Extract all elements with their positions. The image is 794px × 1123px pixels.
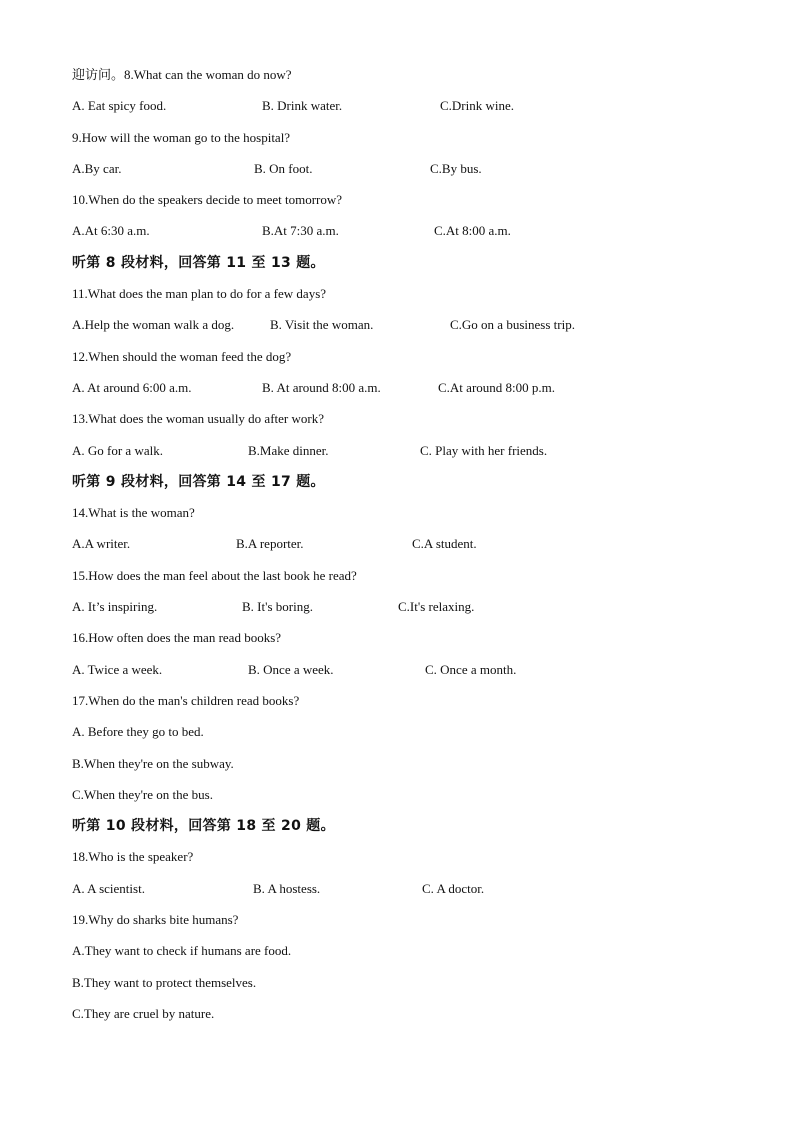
option-b: B. Visit the woman. [270,317,374,333]
question-text: 14.What is the woman? [72,505,195,521]
option-c: C.Drink wine. [440,98,515,114]
question-line [72,189,752,220]
heading-text: 听第 8 段材料，回答第 11 至 13 题。 [72,254,325,271]
options-line [72,95,752,126]
question-line [72,690,752,721]
question-line [72,64,752,95]
option-text: A.They want to check if humans are food. [72,943,292,959]
heading-text: 听第 9 段材料，回答第 14 至 17 题。 [72,473,325,490]
options-line [72,878,752,909]
options-line [72,377,752,408]
option-b: B. Once a week. [248,661,334,677]
option-text: B.They want to protect themselves. [72,974,257,990]
question-text: 13.What does the woman usually do after work? [72,411,324,427]
option-c: C.Go on a business trip. [450,317,575,333]
option-a: A. Twice a week. [72,661,163,677]
option-line [72,940,752,971]
option-b: B. Drink water. [262,98,343,114]
options-line [72,596,752,627]
option-c: C.It's relaxing. [398,599,475,615]
question-line [72,565,752,596]
option-line [72,721,752,752]
option-line [72,784,752,815]
question-text: 16.How often does the man read books? [72,630,282,646]
option-c: C.A student. [412,536,477,552]
option-a: A.By car. [72,160,122,176]
section-heading [72,252,752,283]
option-line [72,1003,752,1034]
question-text: 18.Who is the speaker? [72,849,194,865]
question-line [72,846,752,877]
option-b: B. At around 8:00 a.m. [262,379,381,395]
option-text: B.When they're on the subway. [72,755,234,771]
option-text: A. Before they go to bed. [72,724,204,740]
option-a: A. Go for a walk. [72,442,163,458]
option-c: C.At 8:00 a.m. [434,223,511,239]
option-a: A.At 6:30 a.m. [72,223,150,239]
options-line [72,220,752,251]
question-line [72,283,752,314]
question-line [72,127,752,158]
option-a: A.A writer. [72,536,131,552]
section-heading [72,815,752,846]
question-line [72,909,752,940]
option-a: A. At around 6:00 a.m. [72,379,192,395]
question-text: 19.Why do sharks bite humans? [72,912,239,928]
option-text: C.They are cruel by nature. [72,1005,215,1021]
question-text: 11.What does the man plan to do for a few days? [72,286,327,302]
option-b: B.Make dinner. [248,442,329,458]
question-line [72,346,752,377]
option-a: A.Help the woman walk a dog. [72,317,235,333]
option-line [72,753,752,784]
option-a: A. It’s inspiring. [72,599,158,615]
option-b: B. It's boring. [242,599,313,615]
options-line [72,440,752,471]
question-line [72,408,752,439]
options-line [72,314,752,345]
option-c: C. A doctor. [422,880,485,896]
option-c: C.At around 8:00 p.m. [438,379,555,395]
option-b: B.At 7:30 a.m. [262,223,339,239]
question-text: 迎访问。8.What can the woman do now? [72,67,292,82]
question-text: 9.How will the woman go to the hospital? [72,129,291,145]
question-line [72,502,752,533]
option-line [72,972,752,1003]
question-line [72,627,752,658]
option-c: C. Once a month. [425,661,517,677]
option-c: C.By bus. [430,160,482,176]
option-b: B. On foot. [254,160,313,176]
question-text: 17.When do the man's children read books? [72,692,300,708]
option-a: A. Eat spicy food. [72,98,167,114]
options-line [72,158,752,189]
options-line [72,659,752,690]
option-b: B.A reporter. [236,536,304,552]
question-text: 12.When should the woman feed the dog? [72,348,292,364]
option-a: A. A scientist. [72,880,145,896]
option-c: C. Play with her friends. [420,442,548,458]
section-heading [72,471,752,502]
heading-text: 听第 10 段材料，回答第 18 至 20 题。 [72,818,335,835]
question-text: 15.How does the man feel about the last book he read? [72,567,357,583]
document-page [72,64,752,1034]
question-text: 10.When do the speakers decide to meet tomorrow? [72,192,343,208]
option-text: C.When they're on the bus. [72,786,213,802]
option-b: B. A hostess. [253,880,321,896]
options-line [72,533,752,564]
